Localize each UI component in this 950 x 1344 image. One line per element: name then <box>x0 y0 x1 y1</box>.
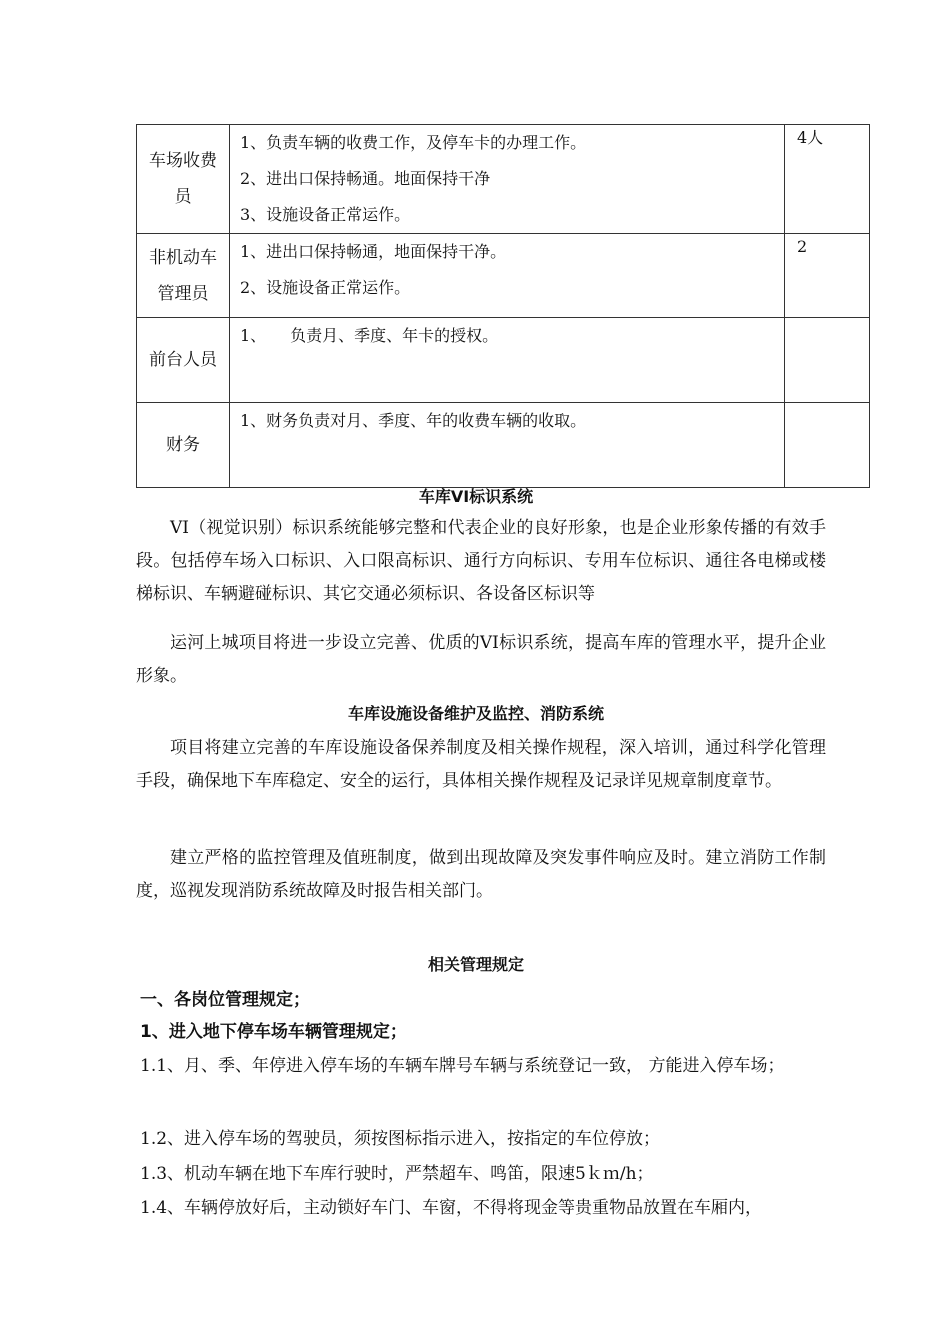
rule-item: 1.1、月、季、年停进入停车场的车辆车牌号车辆与系统登记一致， 方能进入停车场； <box>140 1056 785 1076</box>
rule-item: 1.4、车辆停放好后，主动锁好车门、车窗，不得将现金等贵重物品放置在车厢内， <box>140 1198 763 1218</box>
role-cell <box>137 125 230 234</box>
duties-cell <box>230 403 785 488</box>
facility-paragraph-2: 建立严格的监控管理及值班制度，做到出现故障及突发事件响应及时。建立消防工作制度，巡视发现消防系统故障及时报告相关部门。 <box>136 848 826 901</box>
vi-paragraph-1: VI（视觉识别）标识系统能够完整和代表企业的良好形象，也是企业形象传播的有效手段。包括停车场入口标识、入口限高标识、通行方向标识、专用车位标识、通往各电梯或楼梯标识、车辆避碰标识、其它交通必须标识、各设备区标识等 <box>136 518 826 604</box>
duties-cell <box>230 125 785 234</box>
rule-item: 1.3、机动车辆在地下车库行驶时，严禁超车、鸣笛，限速5ｋｍ/h； <box>140 1164 654 1184</box>
vi-paragraph-2: 运河上城项目将进一步设立完善、优质的VI标识系统，提高车库的管理水平，提升企业形象。 <box>136 633 826 686</box>
table-row <box>137 403 870 488</box>
facility-paragraph-1: 项目将建立完善的车库设施设备保养制度及相关操作规程，深入培训，通过科学化管理手段，确保地下车库稳定、安全的运行，具体相关操作规程及记录详见规章制度章节。 <box>136 738 826 791</box>
headcount-cell: 2 <box>785 234 870 318</box>
table-row <box>137 318 870 403</box>
duty-line: 2、设施设备正常运作。 <box>240 278 411 297</box>
headcount-cell <box>785 318 870 403</box>
role-cell <box>137 234 230 318</box>
duty-line: 1、负责车辆的收费工作，及停车卡的办理工作。 <box>240 133 587 152</box>
role-cell <box>137 403 230 488</box>
table-row <box>137 125 870 234</box>
duty-line: 2、进出口保持畅通。地面保持干净 <box>240 169 491 188</box>
headcount-cell <box>785 403 870 488</box>
rules-heading-level-1: 一、各岗位管理规定； <box>140 990 310 1010</box>
table-row <box>137 234 870 318</box>
headcount-cell: 4人 <box>785 125 870 234</box>
rules-heading-level-2: 1、进入地下停车场车辆管理规定； <box>140 1022 407 1042</box>
role-text: 非机动车 <box>149 247 217 268</box>
duties-cell <box>230 318 785 403</box>
duty-line: 1、 负责月、季度、年卡的授权。 <box>240 326 499 345</box>
rule-item: 1.2、进入停车场的驾驶员，须按图标指示进入，按指定的车位停放； <box>140 1129 661 1149</box>
role-text: 员 <box>174 187 192 207</box>
duties-cell <box>230 234 785 318</box>
staff-duty-table <box>136 124 870 488</box>
duty-line: 3、设施设备正常运作。 <box>240 205 411 224</box>
rules-section-title: 相关管理规定 <box>427 955 524 974</box>
duty-line: 1、财务负责对月、季度、年的收费车辆的收取。 <box>240 411 587 430</box>
role-text: 管理员 <box>157 283 209 304</box>
duty-line: 1、进出口保持畅通，地面保持干净。 <box>240 242 507 261</box>
role-text: 财务 <box>166 435 200 455</box>
role-cell <box>137 318 230 403</box>
vi-section-title: 车库VI标识系统 <box>418 487 534 506</box>
facility-section-title: 车库设施设备维护及监控、消防系统 <box>347 704 604 723</box>
role-text: 车场收费 <box>149 151 217 171</box>
role-text: 前台人员 <box>149 350 217 370</box>
